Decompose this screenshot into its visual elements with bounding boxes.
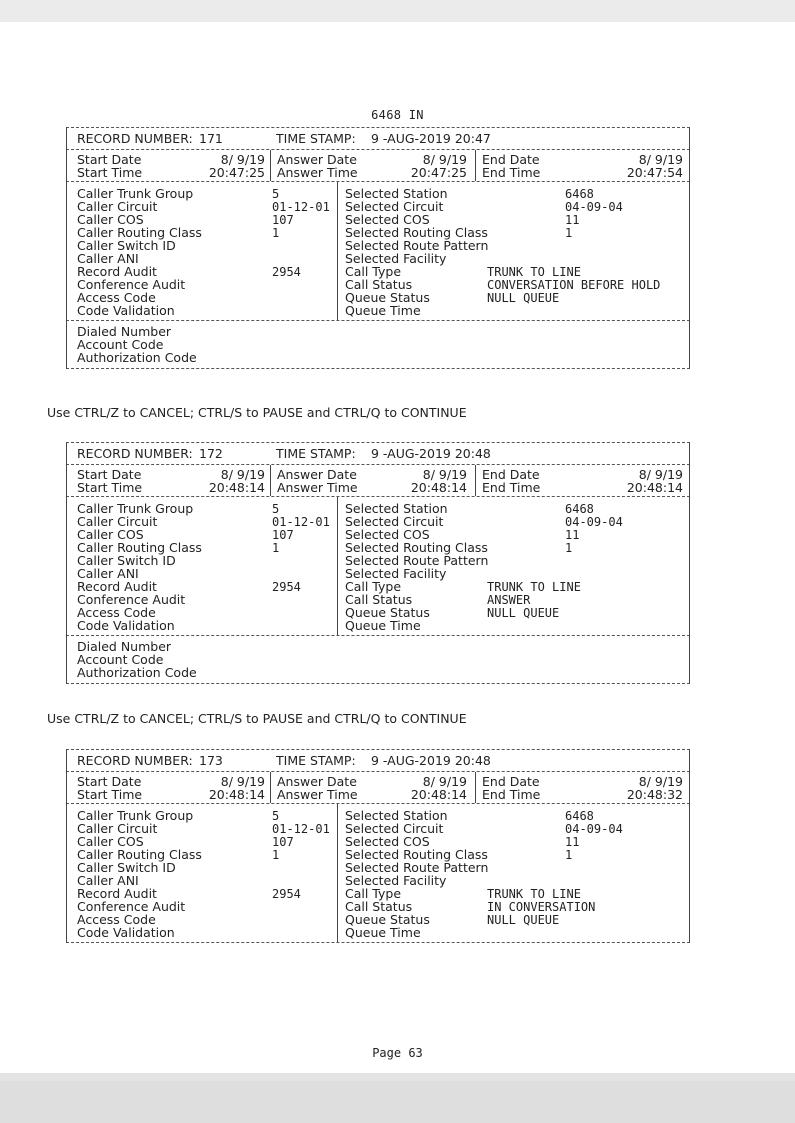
scan-edge-top (0, 0, 795, 22)
field-value: 01-12-01 (272, 200, 330, 214)
field-label: Caller Routing Class (77, 540, 202, 555)
field-label: Conference Audit (77, 899, 186, 914)
end-date-label: End Date (482, 774, 540, 789)
end-time-value: 20:48:14 (626, 480, 683, 495)
time-stamp-value: 9 -AUG-2019 20:48 (371, 753, 491, 768)
record-number-value: 172 (199, 446, 223, 461)
field-value: 6468 (565, 809, 594, 823)
field-value: 5 (272, 187, 280, 201)
field-label: Selected COS (345, 527, 430, 542)
field-label: Caller Trunk Group (77, 186, 194, 201)
field-label: Access Code (77, 912, 156, 927)
end-date-value: 8/ 9/19 (638, 774, 683, 789)
answer-date-value: 8/ 9/19 (422, 467, 467, 482)
field-label: Selected Facility (345, 251, 447, 266)
dates-row (66, 464, 690, 496)
field-label: Selected Facility (345, 566, 447, 581)
field-label: Caller Circuit (77, 821, 158, 836)
field-value: 6468 (565, 187, 594, 201)
field-value: 04-09-04 (565, 515, 623, 529)
end-time-value: 20:48:32 (626, 787, 683, 802)
answer-time-value: 20:48:14 (410, 480, 467, 495)
field-value: 2954 (272, 580, 301, 594)
field-label: Record Audit (77, 264, 157, 279)
field-label: Conference Audit (77, 592, 186, 607)
field-value: 04-09-04 (565, 822, 623, 836)
field-label: Call Status (345, 277, 413, 292)
record-number-label: RECORD NUMBER: (77, 131, 193, 146)
field-label: Queue Status (345, 912, 430, 927)
answer-date-label: Answer Date (277, 774, 357, 789)
start-date-value: 8/ 9/19 (220, 152, 265, 167)
record-number-row (66, 127, 690, 149)
field-label: Conference Audit (77, 277, 186, 292)
field-label: Call Status (345, 899, 413, 914)
field-value: NULL QUEUE (487, 291, 560, 305)
field-value: TRUNK TO LINE (487, 265, 581, 279)
dialed-block (66, 320, 690, 369)
field-label: Caller ANI (77, 251, 139, 266)
call-record (66, 127, 690, 369)
field-value: ANSWER (487, 593, 531, 607)
field-value: 1 (565, 848, 573, 862)
time-stamp-value: 9 -AUG-2019 20:48 (371, 446, 491, 461)
field-label: Queue Status (345, 290, 430, 305)
start-time-value: 20:48:14 (208, 480, 265, 495)
field-label: Caller Switch ID (77, 238, 176, 253)
field-label: Caller COS (77, 212, 144, 227)
time-stamp-label: TIME STAMP: (276, 446, 356, 461)
fields-block (66, 496, 690, 635)
end-time-label: End Time (482, 165, 541, 180)
start-date-value: 8/ 9/19 (220, 774, 265, 789)
field-label: Caller Circuit (77, 199, 158, 214)
page-header: 6468 IN (371, 108, 424, 122)
field-value: 01-12-01 (272, 822, 330, 836)
start-time-value: 20:47:25 (208, 165, 265, 180)
field-label: Caller COS (77, 527, 144, 542)
field-value: TRUNK TO LINE (487, 580, 581, 594)
cancel-instructions: Use CTRL/Z to CANCEL; CTRL/S to PAUSE and CTRL/Q to CONTINUE (47, 711, 467, 726)
field-label: Code Validation (77, 618, 175, 633)
field-value: 107 (272, 835, 294, 849)
field-label: Queue Time (345, 925, 421, 940)
answer-date-value: 8/ 9/19 (422, 774, 467, 789)
start-time-label: Start Time (77, 480, 143, 495)
end-time-label: End Time (482, 787, 541, 802)
field-value: NULL QUEUE (487, 606, 560, 620)
field-label: Queue Time (345, 618, 421, 633)
record-number-row (66, 749, 690, 771)
column-divider (270, 150, 271, 181)
field-value: 107 (272, 528, 294, 542)
field-label: Access Code (77, 290, 156, 305)
field-value: 1 (272, 848, 280, 862)
field-label: Code Validation (77, 303, 175, 318)
field-label: Selected Routing Class (345, 847, 488, 862)
fields-block (66, 803, 690, 943)
field-value: 04-09-04 (565, 200, 623, 214)
dates-row (66, 149, 690, 181)
field-value: CONVERSATION BEFORE HOLD (487, 278, 661, 292)
field-value: 6468 (565, 502, 594, 516)
record-number-value: 171 (199, 131, 223, 146)
answer-time-label: Answer Time (277, 787, 358, 802)
field-label: Selected COS (345, 834, 430, 849)
field-label: Record Audit (77, 886, 157, 901)
start-date-label: Start Date (77, 467, 142, 482)
start-date-value: 8/ 9/19 (220, 467, 265, 482)
answer-time-value: 20:47:25 (410, 165, 467, 180)
field-value: 5 (272, 809, 280, 823)
field-value: 1 (565, 226, 573, 240)
column-divider (475, 150, 476, 181)
column-divider (475, 772, 476, 803)
field-label: Access Code (77, 605, 156, 620)
fields-block (66, 181, 690, 320)
field-label: Caller ANI (77, 566, 139, 581)
field-label: Caller Switch ID (77, 860, 176, 875)
start-time-label: Start Time (77, 787, 143, 802)
field-label: Selected Routing Class (345, 225, 488, 240)
field-value: 1 (272, 226, 280, 240)
field-label: Authorization Code (77, 350, 197, 365)
field-label: Caller Trunk Group (77, 501, 194, 516)
field-label: Selected Station (345, 808, 448, 823)
time-stamp-label: TIME STAMP: (276, 131, 356, 146)
field-label: Queue Status (345, 605, 430, 620)
field-value: 2954 (272, 887, 301, 901)
answer-date-label: Answer Date (277, 152, 357, 167)
time-stamp-label: TIME STAMP: (276, 753, 356, 768)
answer-time-label: Answer Time (277, 165, 358, 180)
start-time-value: 20:48:14 (208, 787, 265, 802)
field-label: Caller Routing Class (77, 847, 202, 862)
field-value: 1 (272, 541, 280, 555)
column-divider (337, 182, 338, 320)
field-label: Queue Time (345, 303, 421, 318)
field-label: Code Validation (77, 925, 175, 940)
field-value: 107 (272, 213, 294, 227)
field-value: 5 (272, 502, 280, 516)
dialed-block (66, 635, 690, 684)
answer-time-value: 20:48:14 (410, 787, 467, 802)
column-divider (475, 465, 476, 496)
call-record (66, 442, 690, 684)
field-label: Call Status (345, 592, 413, 607)
field-label: Selected Station (345, 501, 448, 516)
end-time-label: End Time (482, 480, 541, 495)
field-label: Call Type (345, 886, 402, 901)
answer-time-label: Answer Time (277, 480, 358, 495)
column-divider (270, 772, 271, 803)
column-divider (337, 497, 338, 635)
field-label: Caller Switch ID (77, 553, 176, 568)
scan-edge-bottom (0, 1073, 795, 1123)
field-label: Selected Route Pattern (345, 553, 489, 568)
end-date-value: 8/ 9/19 (638, 152, 683, 167)
end-date-label: End Date (482, 467, 540, 482)
record-number-value: 173 (199, 753, 223, 768)
field-value: NULL QUEUE (487, 913, 560, 927)
end-date-value: 8/ 9/19 (638, 467, 683, 482)
field-label: Authorization Code (77, 665, 197, 680)
field-label: Call Type (345, 264, 402, 279)
record-number-label: RECORD NUMBER: (77, 753, 193, 768)
field-label: Dialed Number (77, 324, 172, 339)
field-label: Caller Routing Class (77, 225, 202, 240)
page-number: Page 63 (372, 1046, 423, 1060)
end-date-label: End Date (482, 152, 540, 167)
end-time-value: 20:47:54 (626, 165, 683, 180)
field-value: 1 (565, 541, 573, 555)
record-number-row (66, 442, 690, 464)
field-label: Account Code (77, 337, 164, 352)
answer-date-label: Answer Date (277, 467, 357, 482)
field-label: Selected Facility (345, 873, 447, 888)
column-divider (337, 804, 338, 942)
field-label: Caller ANI (77, 873, 139, 888)
field-label: Account Code (77, 652, 164, 667)
field-label: Caller Trunk Group (77, 808, 194, 823)
field-value: TRUNK TO LINE (487, 887, 581, 901)
time-stamp-value: 9 -AUG-2019 20:47 (371, 131, 491, 146)
cancel-instructions: Use CTRL/Z to CANCEL; CTRL/S to PAUSE and CTRL/Q to CONTINUE (47, 405, 467, 420)
field-label: Selected Circuit (345, 514, 444, 529)
start-time-label: Start Time (77, 165, 143, 180)
field-value: 2954 (272, 265, 301, 279)
field-label: Selected Route Pattern (345, 238, 489, 253)
start-date-label: Start Date (77, 774, 142, 789)
answer-date-value: 8/ 9/19 (422, 152, 467, 167)
field-label: Selected Route Pattern (345, 860, 489, 875)
field-label: Caller Circuit (77, 514, 158, 529)
field-label: Selected Circuit (345, 199, 444, 214)
start-date-label: Start Date (77, 152, 142, 167)
field-label: Selected Routing Class (345, 540, 488, 555)
field-label: Call Type (345, 579, 402, 594)
field-value: 11 (565, 835, 580, 849)
field-value: 11 (565, 528, 580, 542)
dates-row (66, 771, 690, 803)
field-value: 11 (565, 213, 580, 227)
column-divider (270, 465, 271, 496)
field-label: Record Audit (77, 579, 157, 594)
field-value: 01-12-01 (272, 515, 330, 529)
field-label: Selected Circuit (345, 821, 444, 836)
field-label: Caller COS (77, 834, 144, 849)
field-label: Selected COS (345, 212, 430, 227)
call-record (66, 749, 690, 943)
field-label: Dialed Number (77, 639, 172, 654)
field-label: Selected Station (345, 186, 448, 201)
field-value: IN CONVERSATION (487, 900, 596, 914)
record-number-label: RECORD NUMBER: (77, 446, 193, 461)
